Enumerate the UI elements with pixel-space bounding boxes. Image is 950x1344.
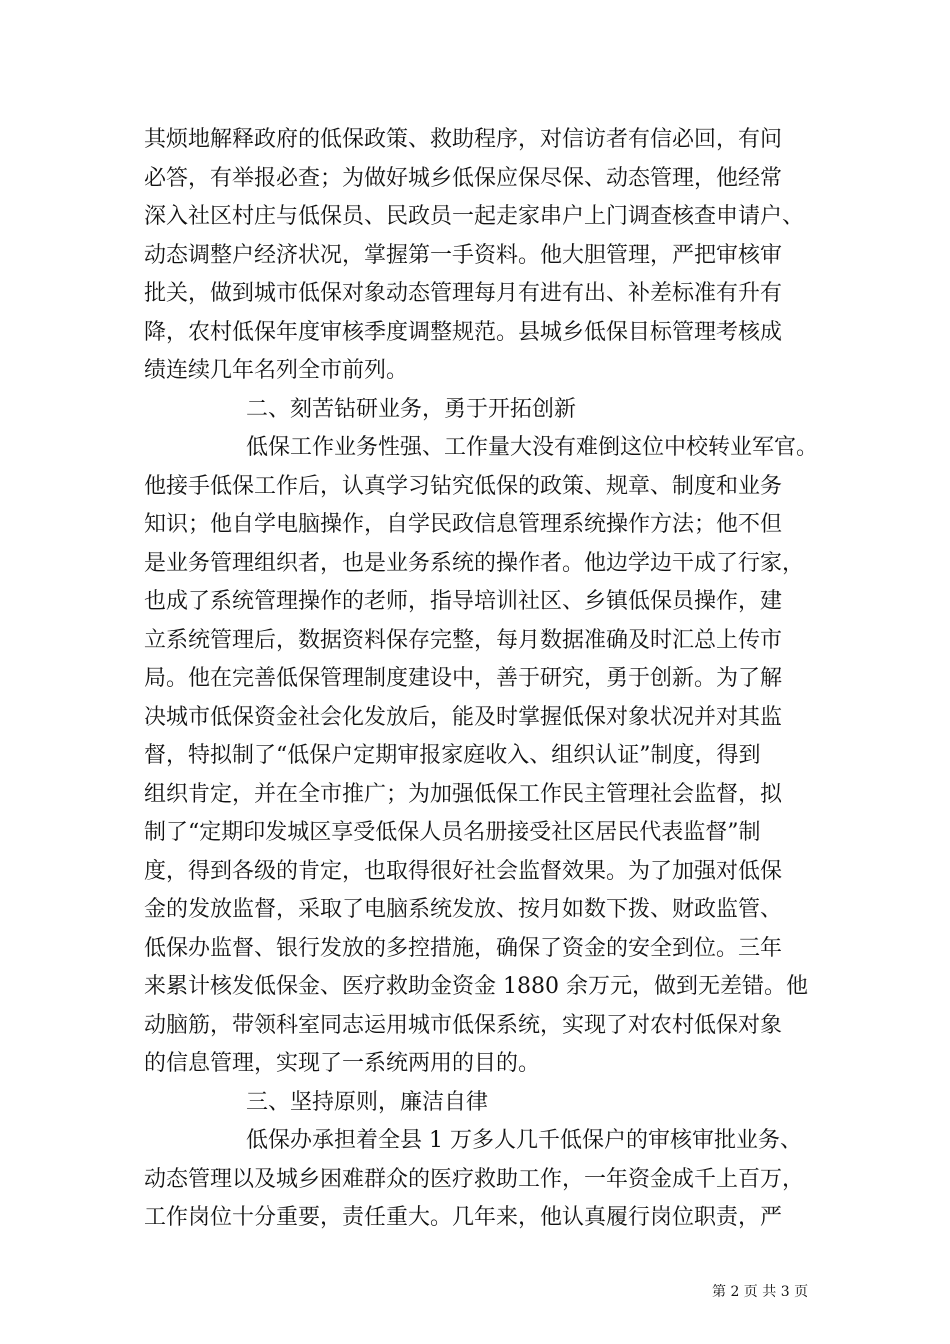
section-heading: 三、坚持原则，廉洁自律 [246,1089,489,1115]
text-line: 必答，有举报必查；为做好城乡低保应保尽保、动态管理，他经常 [144,165,783,191]
text-line: 他接手低保工作后，认真学习钻究低保的政策、规章、制度和业务 [144,473,783,499]
text-line: 也成了系统管理操作的老师，指导培训社区、乡镇低保员操作，建 [144,589,783,614]
text-line: 知识；他自学电脑操作，自学民政信息管理系统操作方法；他不但 [144,512,783,537]
text-line: 是业务管理组织者，也是业务系统的操作者。他边学边干成了行家， [144,550,805,576]
text-line: 低保工作业务性强、工作量大没有难倒这位中校转业军官。 [246,435,819,460]
text-line: 绩连续几年名列全市前列。 [144,358,409,383]
text-line: 金的发放监督，采取了电脑系统发放、按月如数下拨、财政监管、 [144,897,783,922]
section-heading: 二、刻苦钻研业务，勇于开拓创新 [246,396,577,422]
text-line: 组织肯定，并在全市推广；为加强低保工作民主管理社会监督，拟 [144,781,783,807]
text-line: 其烦地解释政府的低保政策、救助程序，对信访者有信必回，有问 [144,127,783,152]
text-line: 来累计核发低保金、医疗救助金资金 1880 余万元，做到无差错。他 [144,974,808,999]
text-line: 制了“定期印发城区享受低保人员名册接受社区居民代表监督”制 [144,820,761,845]
text-line: 督，特拟制了“低保户定期审报家庭收入、组织认证”制度，得到 [144,743,761,768]
text-line: 低保办承担着全县 1 万多人几千低保户的审核审批业务、 [246,1128,802,1153]
text-line: 动态管理以及城乡困难群众的医疗救助工作，一年资金成千上百万， [144,1166,805,1192]
text-line: 立系统管理后，数据资料保存完整，每月数据准确及时汇总上传市 [144,627,783,653]
text-line: 的信息管理，实现了一系统两用的目的。 [144,1051,541,1076]
text-line: 深入社区村庄与低保员、民政员一起走家串户上门调查核查申请户、 [144,204,805,229]
text-line: 决城市低保资金社会化发放后，能及时掌握低保对象状况并对其监 [144,704,783,730]
text-line: 局。他在完善低保管理制度建设中，善于研究，勇于创新。为了解 [144,666,783,691]
text-line: 工作岗位十分重要，责任重大。几年来，他认真履行岗位职责，严 [144,1205,783,1230]
page-number-footer: 第 2 页 共 3 页 [712,1284,809,1300]
document-body [144,121,844,1238]
text-line: 度，得到各级的肯定，也取得很好社会监督效果。为了加强对低保 [144,858,783,884]
text-line: 动态调整户经济状况，掌握第一手资料。他大胆管理，严把审核审 [144,242,783,268]
text-line: 动脑筋，带领科室同志运用城市低保系统，实现了对农村低保对象 [144,1012,783,1038]
text-line: 降，农村低保年度审核季度调整规范。县城乡低保目标管理考核成 [144,319,783,345]
text-line: 低保办监督、银行发放的多控措施，确保了资金的安全到位。三年 [144,935,783,961]
text-line: 批关，做到城市低保对象动态管理每月有进有出、补差标准有升有 [144,281,783,306]
